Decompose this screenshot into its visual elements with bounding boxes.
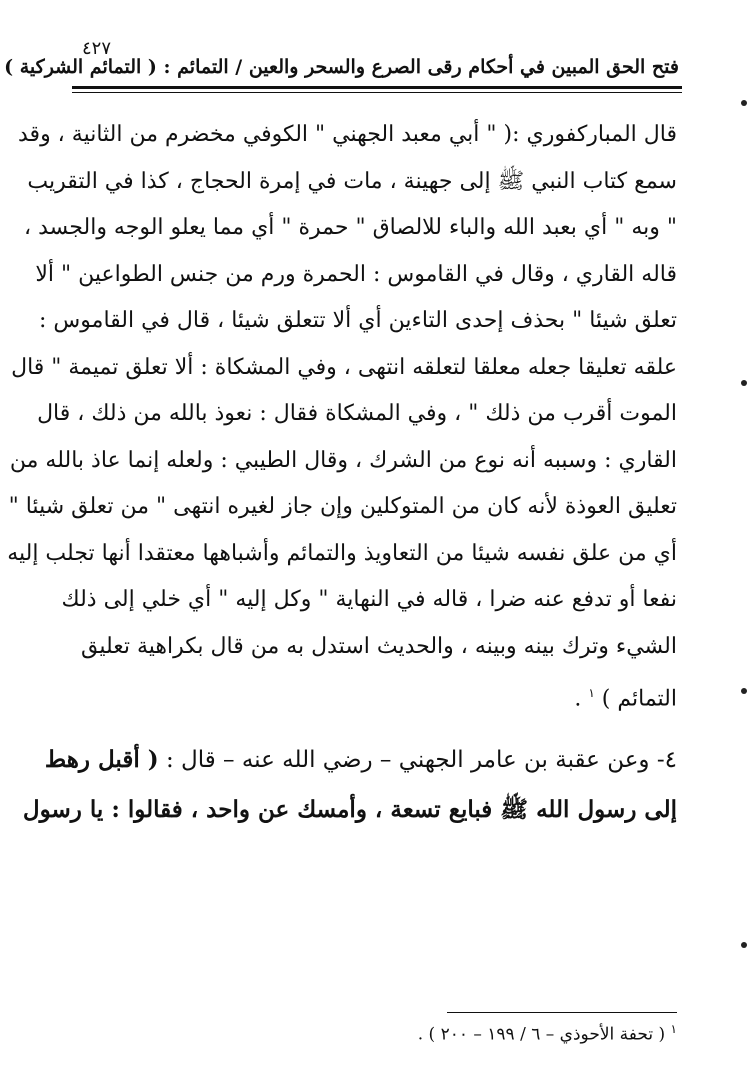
header-rule-thick — [72, 86, 682, 89]
hadith-block — [22, 735, 677, 835]
hadith-number: ٤- — [656, 747, 677, 773]
margin-dot — [741, 942, 747, 948]
margin-dot — [741, 100, 747, 106]
footnote-rule — [447, 1012, 677, 1013]
body-line: قال المباركفوري :( " أبي معبد الجهني " الكوفي مخضرم من الثانية ، وقد — [18, 122, 677, 147]
last-line-end: . — [574, 686, 582, 712]
margin-dot — [741, 688, 747, 694]
body-line: أي من علق نفسه شيئا من التعاويذ والتمائم وأشباهها معتقدا أنها تجلب إليه — [7, 540, 677, 566]
body-line: تعلق شيئا " بحذف إحدى التاءين أي ألا تتعلق شيئا ، قال في القاموس : — [39, 308, 677, 333]
body-text — [7, 112, 677, 717]
hadith-line-1 — [44, 735, 677, 785]
hadith-intro: وعن عقبة بن عامر الجهني – رضي الله عنه – قال : — [165, 747, 650, 773]
body-line: تعليق العوذة لأنه كان من المتوكلين وإن جاز لغيره انتهى " من تعلق شيئا " — [8, 494, 677, 519]
last-line-text: التمائم ) — [601, 686, 677, 712]
body-line: القاري : وسببه أنه نوع من الشرك ، وقال الطيبي : ولعله إنما عاذ بالله من — [9, 447, 677, 473]
footnote-ref: ١ — [670, 1022, 677, 1036]
body-line: علقه تعليقا جعله معلقا لتعلقه انتهى ، وفي المشكاة : ألا تعلق تميمة " قال — [11, 354, 677, 380]
footnote-text: ( تحفة الأحوذي – ٦ / ١٩٩ – ٢٠٠ ) . — [417, 1024, 666, 1045]
footnote — [72, 1022, 677, 1045]
body-line: قاله القاري ، وقال في القاموس : الحمرة ورم من جنس الطواعين " ألا — [35, 261, 677, 287]
body-line: نفعا أو تدفع عنه ضرا ، قاله في النهاية " وكل إليه " أي خلي إلى ذلك — [61, 587, 677, 612]
margin-dot — [741, 380, 747, 386]
header-rule-thin — [72, 92, 682, 93]
body-line: " وبه " أي بعبد الله والباء للالصاق " حمرة " أي مما يعلو الوجه والجسد ، — [24, 215, 677, 240]
body-line: الموت أقرب من ذلك " ، وفي المشكاة فقال : نعوذ بالله من ذلك ، قال — [37, 401, 677, 426]
hadith-line-2: إلى رسول الله ﷺ فبايع تسعة ، وأمسك عن واحد ، فقالوا : يا رسول — [22, 796, 677, 823]
page-number: ٤٢٧ — [82, 38, 112, 59]
hadith-bold-start: ( أقبل رهط — [44, 746, 159, 773]
body-line-last — [72, 670, 677, 717]
footnote-ref-mark: ١ — [588, 686, 595, 700]
body-line: الشيء وترك بينه وبينه ، والحديث استدل به من قال بكراهية تعليق — [80, 633, 677, 659]
body-line: سمع كتاب النبي ﷺ إلى جهينة ، مات في إمرة الحجاج ، كذا في التقريب — [27, 168, 677, 194]
running-header: فتح الحق المبين في أحكام رقى الصرع والسحر والعين / التمائم : ( التمائم الشركية ) — [4, 56, 679, 78]
